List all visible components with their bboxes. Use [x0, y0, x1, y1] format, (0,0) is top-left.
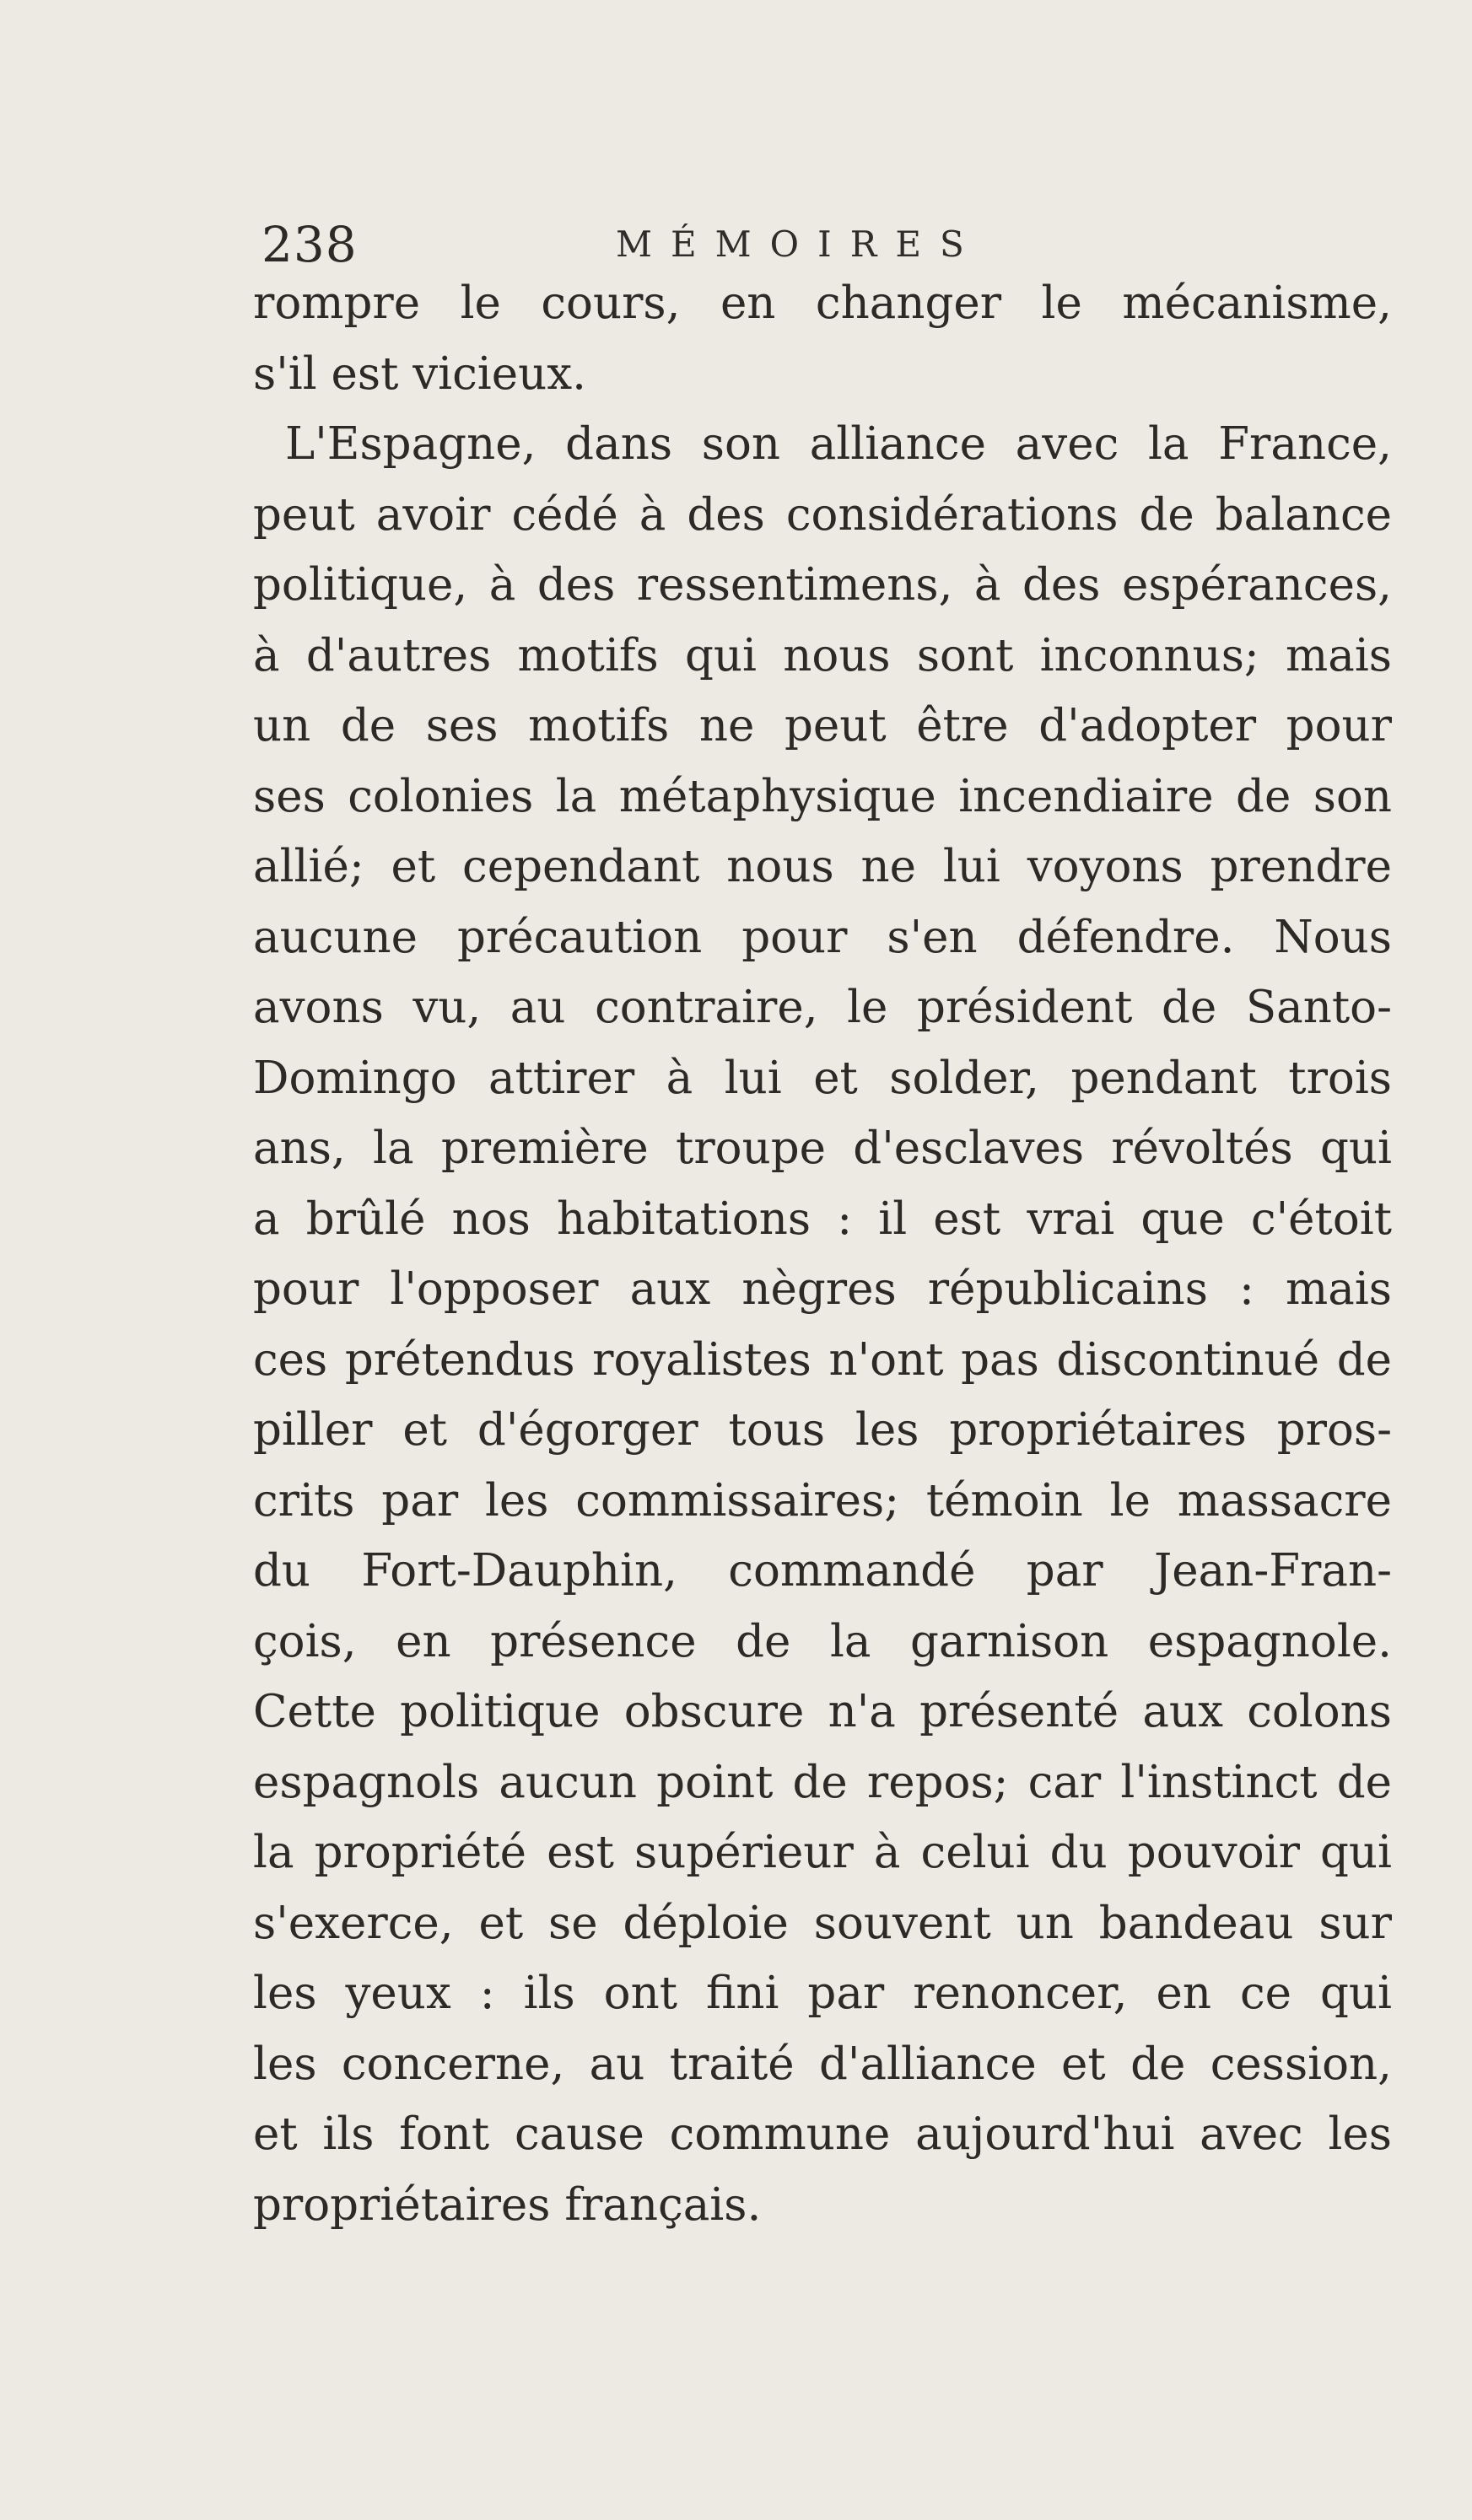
- text-line: avons vu, au contraire, le président de Santo-: [253, 982, 1392, 1033]
- text-line: s'il est vicieux.: [253, 347, 586, 400]
- text-line: L'Espagne, dans son alliance avec la France,: [285, 418, 1392, 470]
- text-line: propriétaires français.: [253, 2178, 762, 2231]
- text-line: rompre le cours, en changer le mécanisme,: [253, 277, 1392, 329]
- text-line: ces prétendus royalistes n'ont pas discontinué de: [253, 1333, 1392, 1386]
- body-text: [253, 268, 1392, 2240]
- text-line: les yeux : ils ont fini par renoncer, en ce qui: [253, 1968, 1392, 2019]
- text-line: crits par les commissaires; témoin le massacre: [253, 1474, 1392, 1527]
- text-line: piller et d'égorger tous les propriétaires pros-: [253, 1404, 1392, 1456]
- text-line: a brûlé nos habitations : il est vrai que c'étoit: [253, 1193, 1392, 1245]
- text-line: s'exerce, et se déploie souvent un bandeau sur: [253, 1897, 1392, 1949]
- text-line: çois, en présence de la garnison espagnole.: [253, 1615, 1392, 1667]
- text-line: peut avoir cédé à des considérations de balance: [253, 488, 1392, 541]
- running-head: MÉMOIRES: [616, 223, 983, 265]
- text-line: du Fort-Dauphin, commandé par Jean-Fran-: [253, 1545, 1392, 1597]
- text-line: Cette politique obscure n'a présenté aux colons: [253, 1686, 1392, 1737]
- text-line: pour l'opposer aux nègres républicains : mais: [253, 1263, 1392, 1315]
- page-header: [262, 215, 1392, 274]
- text-line: les concerne, au traité d'alliance et de cession,: [253, 2038, 1392, 2090]
- text-line: ses colonies la métaphysique incendiaire de son: [253, 770, 1392, 822]
- text-line: et ils font cause commune aujourd'hui avec les: [253, 2108, 1392, 2160]
- text-line: Domingo attirer à lui et solder, pendant trois: [253, 1052, 1392, 1104]
- text-line: espagnols aucun point de repos; car l'instinct de: [253, 1756, 1392, 1808]
- page-number: 238: [262, 216, 358, 273]
- text-line: à d'autres motifs qui nous sont inconnus; mais: [253, 629, 1392, 681]
- text-line: allié; et cependant nous ne lui voyons prendre: [253, 841, 1392, 892]
- text-line: la propriété est supérieur à celui du pouvoir qui: [253, 1827, 1392, 1878]
- text-line: un de ses motifs ne peut être d'adopter pour: [253, 700, 1392, 751]
- text-line: aucune précaution pour s'en défendre. Nous: [253, 911, 1392, 963]
- text-line: ans, la première troupe d'esclaves révoltés qui: [253, 1123, 1392, 1174]
- text-line: politique, à des ressentimens, à des espérances,: [253, 559, 1392, 611]
